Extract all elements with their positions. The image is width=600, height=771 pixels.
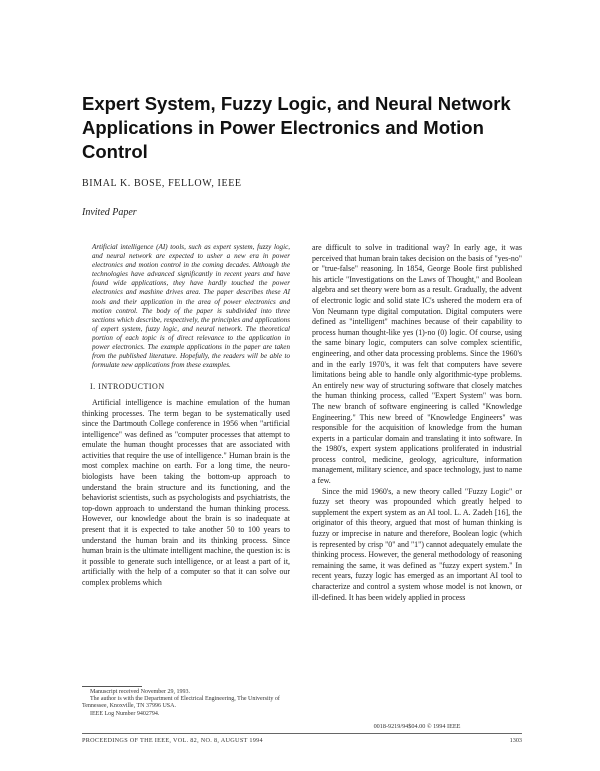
paper-title: Expert System, Fuzzy Logic, and Neural Network Applications in Power Electronics and Motion Control [82,93,511,162]
page-number: 1303 [509,737,522,744]
footer-divider [82,733,522,734]
left-column [82,243,290,589]
footnote-manuscript: Manuscript received November 29, 1993. [90,689,190,695]
footnote-divider [82,686,142,687]
section-heading-introduction: I. INTRODUCTION [90,382,165,392]
invited-paper-label: Invited Paper [82,207,137,218]
footnote-log-number: IEEE Log Number 9402794. [90,710,160,717]
intro-paragraph-continued: are difficult to solve in traditional way? In early age, it was perceived that human brain takes decision on the basis of "yes-no" or "true-false" reasoning. In 1854, George Boole first published his article "Investigations on the Laws of Thought," and Boolean algebra and set theory were born as a result. Gradually, the advent of electronic logic and solid state IC's ushered the modern era of Von Neumann type digital computation. Digital computers were defined as "intelligent" machines because of their capability to process human thought-like yes (1)-no (0) logic. Of course, using the same binary logic, computers can solve complex scientific, engineering, and other data processing problems. Since the 1960's and in the early 1970's, it was felt that computers have severe limitations being able to handle only algorithmic-type problems. An entirely new way of structuring software that closely matches the human thinking process, called "Expert System" was born. The new branch of software engineering is called "Knowledge Engineering." This new breed of "Knowledge Engineers" was responsible for the acquisition of knowledge from the human experts in a particular domain and translating it into software. In the 1980's, expert system applications proliferated in industrial process control, medicine, geology, agriculture, information management, military science, and space technology, just to name a few. [312,243,522,486]
footnote-affiliation: The author is with the Department of Electrical Engineering, The University of Tennessee, Knoxville, TN 37996 USA. [82,696,280,710]
right-column [312,243,522,603]
intro-paragraph-1: Artificial intelligence is machine emulation of the human thinking processes. The term began to be systematically used since the Dartmouth College conference in 1956 when "artificial intelligence" was defined as "computer processes that attempt to emulate the human thought processes that are associated with activities that require the use of intelligence." Human brain is the most complex machine on earth. For a long time, the neuro-biologists have been taking the bottom-up approach to understand the brain structure and its functioning, and the behaviorist scientists, such as psychologists and psychiatrists, the top-down approach to understand the human thinking process. However, our knowledge about the brain is so inadequate at present that it is expected to take another 50 to 100 years to understand the human brain and its thinking process. Since human brain is the ultimate intelligent machine, the question is: is it possible to generate such intelligence, or at least a part of it, artificially with the help of a computer so that it can solve our complex problems which [82,397,290,587]
intro-paragraph-2: Since the mid 1960's, a new theory called "Fuzzy Logic" or fuzzy set theory was propounded which greatly helped to supplement the expert system as an AI tool. L. A. Zadeh [16], the originator of this theory, argued that most of human thinking is fuzzy or imprecise in nature and therefore, Boolean logic (which is represented by crisp "0" and "1") cannot adequately emulate the thinking process. However, the general methodology of reasoning remaining the same, it was defined as "fuzzy expert system." In recent years, fuzzy logic has emerged as an important AI tool to characterize and control a system whose model is not known, or ill-defined. It has been widely applied in process [312,486,522,602]
journal-footer: PROCEEDINGS OF THE IEEE, VOL. 82, NO. 8, AUGUST 1994 [82,737,263,744]
footnotes [82,689,290,718]
author-line: BIMAL K. BOSE, FELLOW, IEEE [82,178,242,189]
abstract: Artificial intelligence (AI) tools, such as expert system, fuzzy logic, and neural network are expected to usher a new era in power electronics and motion control in the coming decades. Although the technologies have advanced significantly in recent years and have found wide applications, they have hardly touched the power electronics and mashine drives area. The paper describes these AI tools and their application in the area of power electronics and motion control. The body of the paper is subdivided into three sections which describe, respectively, the principles and applications of expert system, fuzzy logic, and neural network. The theoretical portion of each topic is of direct relevance to the application in power electronics. The example applications in the paper are taken from the published literature. Hopefully, the readers will be able to formulate new applications from these examples. [92,243,290,370]
copyright-line: 0018-9219/94$04.00 © 1994 IEEE [373,723,461,730]
